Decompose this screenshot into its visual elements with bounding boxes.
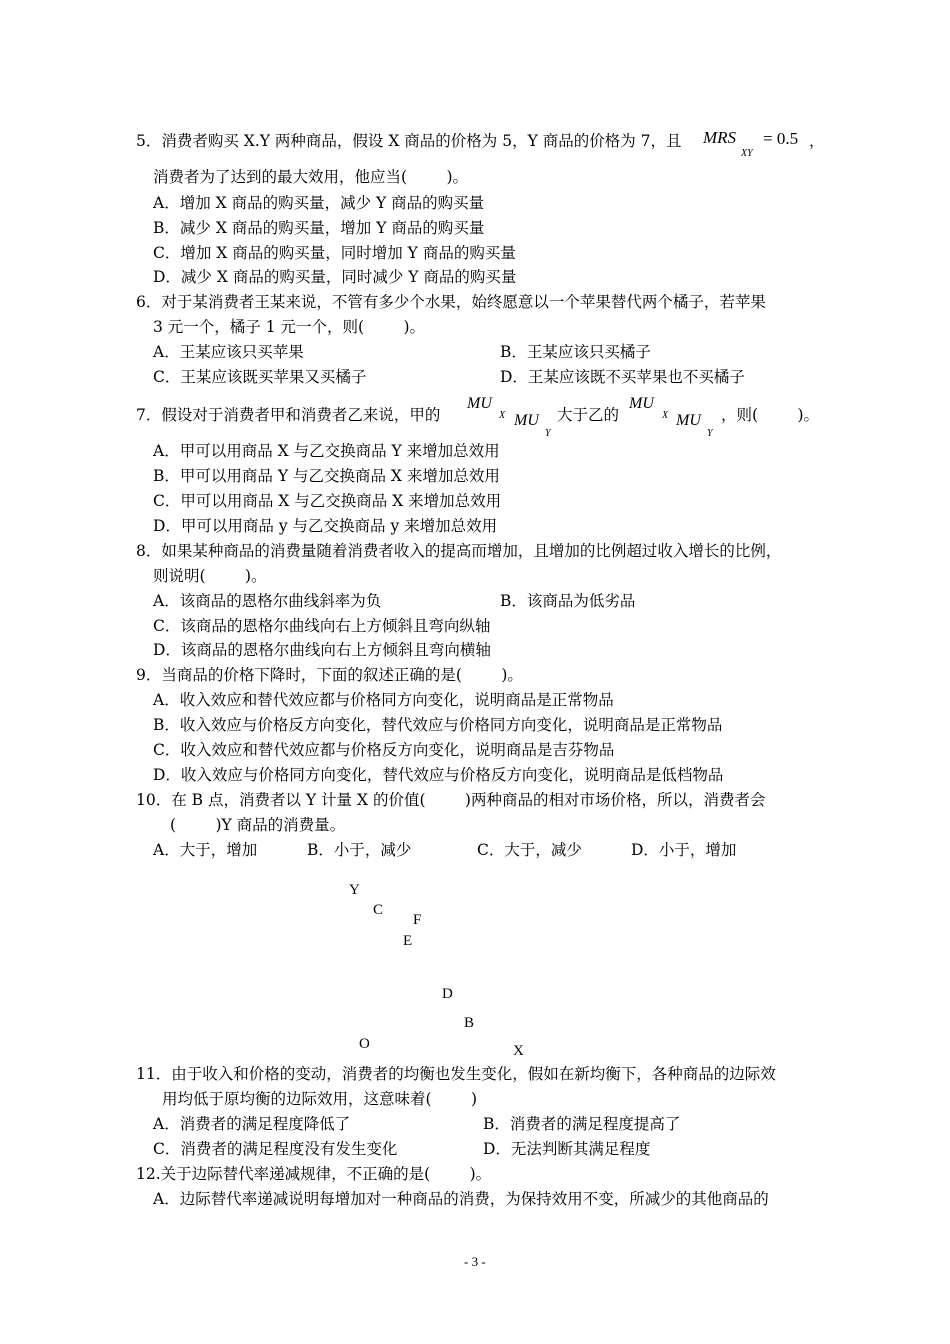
q5-comma: ，	[809, 132, 825, 150]
q10-stem-line2: ( )Y 商品的消费量。	[170, 816, 346, 834]
q7-option-b: B．甲可以用商品 Y 与乙交换商品 X 来增加总效用	[153, 467, 500, 485]
q10-option-b: B．小于，减少	[307, 841, 412, 859]
q7-mu-y-subscript: Y	[545, 428, 551, 439]
q11-option-a: A．消费者的满足程度降低了	[153, 1115, 351, 1133]
q8-option-c: C．该商品的恩格尔曲线向右上方倾斜且弯向纵轴	[153, 617, 491, 635]
q10-option-c: C．大于，减少	[477, 841, 582, 859]
q6-stem-line1: 6．对于某消费者王某来说，不管有多少个水果，始终愿意以一个苹果替代两个橘子，若苹果	[136, 293, 766, 311]
figure-label-o: O	[359, 1036, 370, 1052]
q9-option-b: B．收入效应与价格反方向变化，替代效应与价格同方向变化，说明商品是正常物品	[153, 716, 723, 734]
q6-stem-line2: 3 元一个，橘子 1 元一个，则( )。	[153, 318, 426, 336]
q8-stem-line1: 8．如果某种商品的消费量随着消费者收入的提高而增加，且增加的比例超过收入增长的比例，	[136, 542, 782, 560]
q7-mu-y-denominator: MU	[514, 412, 539, 429]
q5-stem-line1: 5．消费者购买 X.Y 两种商品，假设 X 商品的价格为 5，Y 商品的价格为 7，且	[136, 132, 682, 150]
q7-mu-y-denominator-2: MU	[676, 412, 701, 429]
q11-option-c: C．消费者的满足程度没有发生变化	[153, 1140, 398, 1158]
q5-mrs-symbol: MRS	[703, 128, 737, 147]
q6-option-d: D．王某应该既不买苹果也不买橘子	[500, 368, 745, 386]
figure-label-f: F	[413, 912, 422, 928]
q7-mu-x-numerator: MU	[467, 395, 492, 412]
q12-stem: 12.关于边际替代率递减规律，不正确的是( )。	[136, 1165, 492, 1183]
q5-option-d: D．减少 X 商品的购买量，同时减少 Y 商品的购买量	[153, 268, 517, 286]
q11-option-d: D．无法判断其满足程度	[483, 1140, 651, 1158]
q7-mu-x-numerator-2: MU	[629, 395, 654, 412]
q6-option-c: C．王某应该既买苹果又买橘子	[153, 368, 367, 386]
q8-option-d: D．该商品的恩格尔曲线向右上方倾斜且弯向横轴	[153, 641, 491, 659]
page-number: - 3 -	[464, 1254, 486, 1269]
q5-option-b: B．减少 X 商品的购买量，增加 Y 商品的购买量	[153, 219, 485, 237]
q11-stem-line2: 用均低于原均衡的边际效用，这意味着( )	[162, 1090, 478, 1108]
q5-mrs-subscript: XY	[741, 148, 753, 159]
q11-option-b: B．消费者的满足程度提高了	[483, 1115, 681, 1133]
q7-stem-mid: 大于乙的	[557, 406, 620, 424]
q10-option-d: D．小于，增加	[631, 841, 737, 859]
q7-mu-x-subscript: X	[499, 410, 506, 421]
q10-stem-line1: 10．在 B 点，消费者以 Y 计量 X 的价值( )两种商品的相对市场价格，所以，消费者会	[136, 791, 766, 809]
q5-option-a: A．增加 X 商品的购买量，减少 Y 商品的购买量	[153, 194, 485, 212]
q7-option-c: C．甲可以用商品 X 与乙交换商品 X 来增加总效用	[153, 492, 502, 510]
q6-option-a: A．王某应该只买苹果	[153, 343, 304, 361]
figure-label-b: B	[464, 1015, 475, 1031]
q12-option-a: A．边际替代率递减说明每增加对一种商品的消费，为保持效用不变，所减少的其他商品的	[153, 1190, 769, 1208]
q7-mu-x-subscript-2: X	[662, 410, 669, 421]
figure-label-c: C	[373, 902, 384, 918]
q9-option-d: D．收入效应与价格同方向变化，替代效应与价格反方向变化，说明商品是低档物品	[153, 766, 724, 784]
figure-label-y: Y	[349, 882, 360, 898]
q8-stem-line2: 则说明( )。	[153, 567, 267, 585]
q5-mrs-value: = 0.5	[763, 129, 799, 148]
q8-option-b: B．该商品为低劣品	[500, 592, 636, 610]
q9-option-a: A．收入效应和替代效应都与价格同方向变化，说明商品是正常物品	[153, 691, 614, 709]
q9-stem: 9．当商品的价格下降时，下面的叙述正确的是( )。	[136, 666, 523, 684]
q11-stem-line1: 11．由于收入和价格的变动，消费者的均衡也发生变化，假如在新均衡下，各种商品的边际效	[136, 1065, 776, 1083]
figure-label-x: X	[513, 1043, 524, 1059]
q5-option-c: C．增加 X 商品的购买量，同时增加 Y 商品的购买量	[153, 244, 516, 262]
q7-stem-prefix: 7．假设对于消费者甲和消费者乙来说，甲的	[136, 406, 441, 424]
q9-option-c: C．收入效应和替代效应都与价格反方向变化，说明商品是吉芬物品	[153, 741, 615, 759]
q6-option-b: B．王某应该只买橘子	[500, 343, 651, 361]
q7-option-d: D．甲可以用商品 y 与乙交换商品 y 来增加总效用	[153, 517, 498, 535]
q8-option-a: A．该商品的恩格尔曲线斜率为负	[153, 592, 382, 610]
q7-mu-y-subscript-2: Y	[707, 428, 713, 439]
q10-option-a: A．大于，增加	[153, 841, 258, 859]
q7-option-a: A．甲可以用商品 X 与乙交换商品 Y 来增加总效用	[153, 442, 500, 460]
q5-stem-line2: 消费者为了达到的最大效用，他应当( )。	[153, 168, 469, 186]
figure-label-d: D	[442, 986, 453, 1002]
figure-label-e: E	[403, 933, 413, 949]
q7-stem-suffix: ，则( )。	[721, 406, 820, 424]
